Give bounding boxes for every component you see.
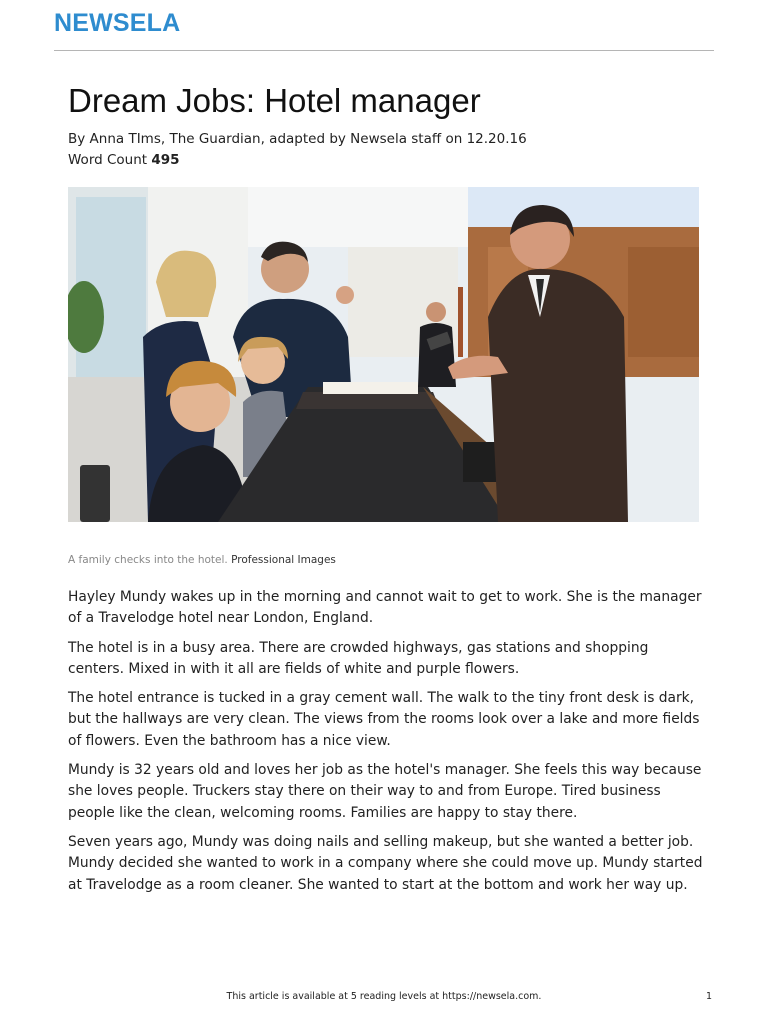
article-body [68,587,708,904]
page-number: 1 [706,991,713,1002]
caption-text: A family checks into the hotel. [68,554,228,566]
article-photo [68,187,699,522]
newsela-logo[interactable]: NEWSELA [54,9,181,37]
word-count [68,152,180,168]
paragraph: Hayley Mundy wakes up in the morning and cannot wait to get to work. She is the manager of a Travelodge hotel near London, England. [68,589,702,627]
photo-credit: Professional Images [231,554,336,566]
paragraph: Mundy is 32 years old and loves her job as the hotel's manager. She feels this way because she loves people. Truckers stay there on their way to and from Europe. Tired business people like the clean, welcoming rooms. Families are happy to stay there. [68,762,702,821]
article-byline: By Anna TIms, The Guardian, adapted by Newsela staff on 12.20.16 [68,131,527,147]
paragraph: The hotel entrance is tucked in a gray cement wall. The walk to the tiny front desk is dark, but the hallways are very clean. The views from the rooms look over a lake and more fields of flowers. Even the bathroom has a nice view. [68,690,700,749]
word-count-value: 495 [151,152,180,168]
paragraph: Seven years ago, Mundy was doing nails and selling makeup, but she wanted a better job. Mundy decided she wanted to work in a company where she could move up. Mundy started at Travelodge as a room cleaner. She wanted to start at the bottom and work her way up. [68,833,703,893]
footer-availability: This article is available at 5 reading levels at https://newsela.com. [226,991,542,1002]
photo-caption [68,554,336,566]
article-title: Dream Jobs: Hotel manager [68,82,481,119]
paragraph: The hotel is in a busy area. There are crowded highways, gas stations and shopping centers. Mixed in with it all are fields of white and purple flowers. [68,639,649,677]
header-divider [54,50,714,51]
word-count-label: Word Count [68,152,148,168]
